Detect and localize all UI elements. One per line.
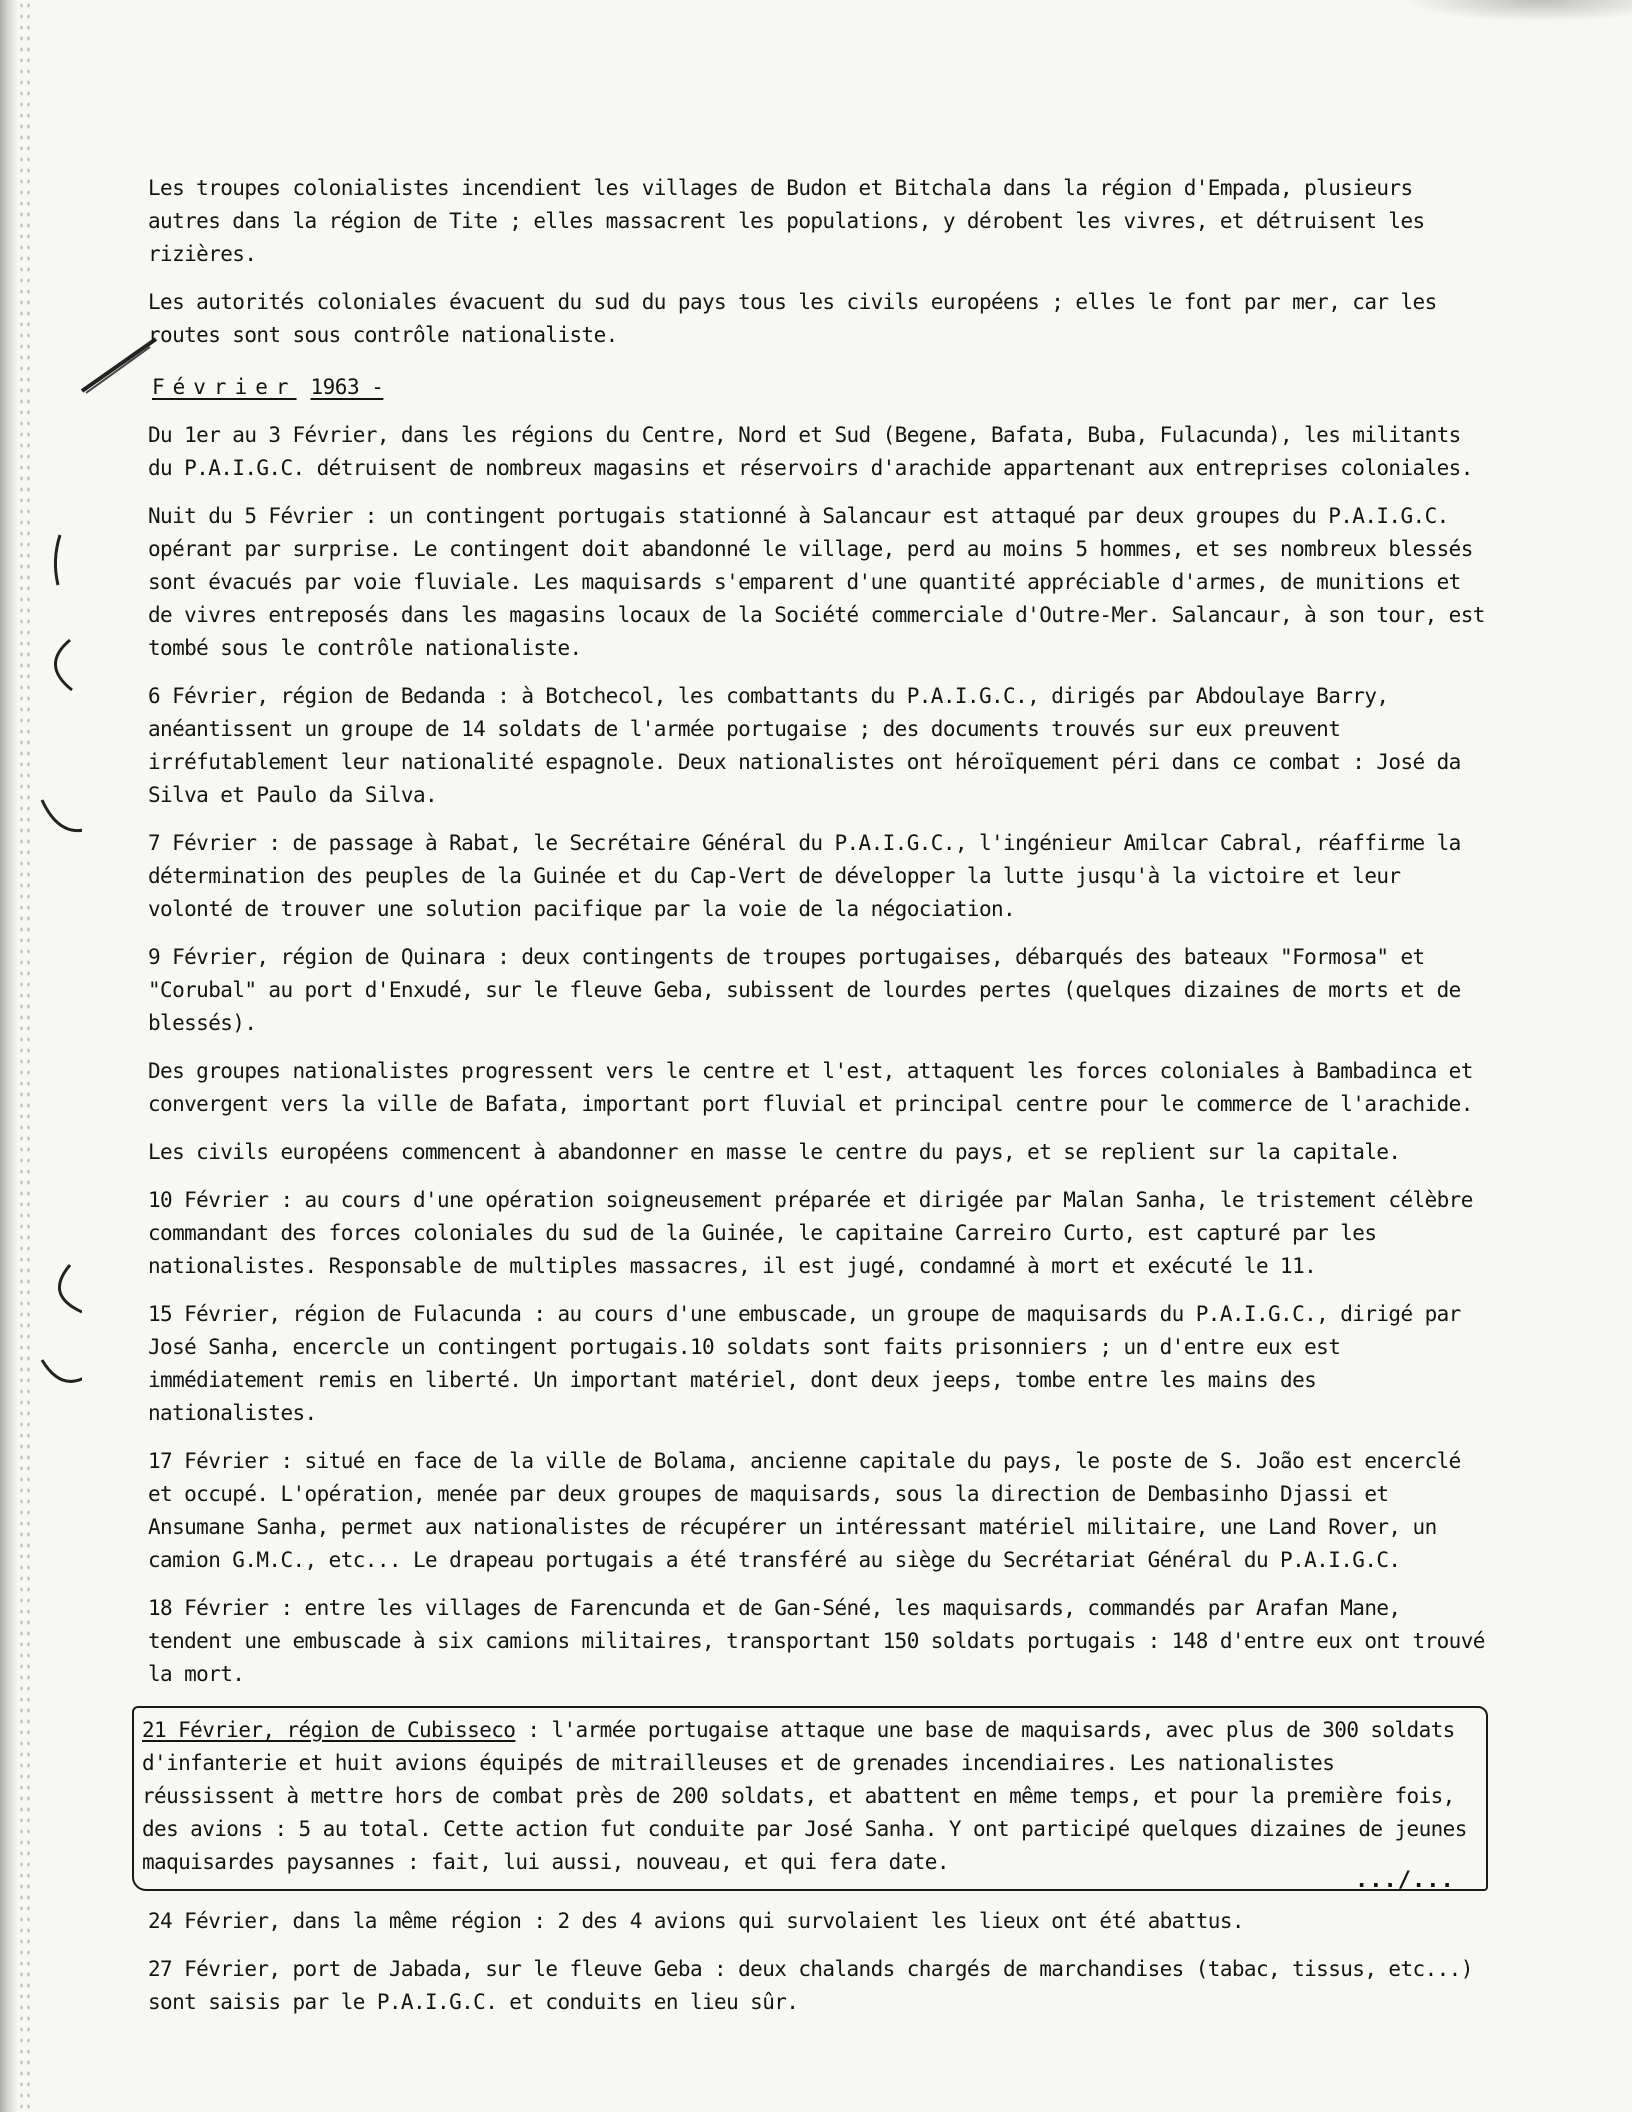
boxed-entry-lead: 21 Février, région de Cubisseco [142,1718,516,1742]
chronology-entry: 17 Février : situé en face de la ville de Bolama, ancienne capitale du pays, le poste de S. João est encerclé et occupé. L'opération, menée par deux groupes de maquisards, sous la direction de Dembasinho Djassi et Ansumane Sanha, permet aux nationalistes de récupérer un intéressant matériel militaire, une Land Rover, un camion G.M.C., etc... Le drapeau portugais a été transféré au siège du Secrétariat Général du P.A.I.G.C. [148,1449,1461,1572]
chronology-entry: Nuit du 5 Février : un contingent portugais stationné à Salancaur est attaqué par deux groupes du P.A.I.G.C. opérant par surprise. Le contingent doit abandonné le village, perd au moins 5 hommes, et ses nombreux blessés sont évacués par voie fluviale. Les maquisards s'emparent d'une quantité appréciable d'armes, de munitions et de vivres entreposés dans les magasins locaux de la Société commerciale d'Outre-Mer. Salancaur, à son tour, est tombé sous le contrôle nationaliste. [148,504,1485,660]
chronology-entry: 10 Février : au cours d'une opération soigneusement préparée et dirigée par Malan Sanha, le tristement célèbre commandant des forces coloniales du sud de la Guinée, le capitaine Carreiro Curto, est capturé par les nationalistes. Responsable de multiples massacres, il est jugé, condamné à mort et exécuté le 11. [148,1188,1473,1278]
chronology-entry: Des groupes nationalistes progressent vers le centre et l'est, attaquent les forces coloniales à Bambadinca et convergent vers la ville de Bafata, important port fluvial et principal centre pour le commerce de l'arachide. [148,1059,1473,1116]
binder-hole-marks [22,0,82,2112]
document-body [142,172,1488,2034]
section-year: 1963 - [310,375,384,399]
chronology-entry: 15 Février, région de Fulacunda : au cours d'une embuscade, un groupe de maquisards du P.A.I.G.C., dirigé par José Sanha, encercle un contingent portugais.10 soldats sont faits prisonniers ; un d'entre eux est immédiatement remis en liberté. Un important matériel, dont deux jeeps, tombe entre les mains des nationalistes. [148,1302,1461,1425]
chronology-entry: 24 Février, dans la même région : 2 des 4 avions qui survolaient les lieux ont été abattus. [148,1909,1244,1933]
intro-paragraph: Les autorités coloniales évacuent du sud du pays tous les civils européens ; elles le font par mer, car les routes sont sous contrôle nationaliste. [148,290,1437,347]
chronology-entry: Du 1er au 3 Février, dans les régions du Centre, Nord et Sud (Begene, Bafata, Buba, Fulacunda), les militants du P.A.I.G.C. détruisent de nombreux magasins et réservoirs d'arachide appartenant aux entreprises coloniales. [148,423,1473,480]
chronology-entry: 27 Février, port de Jabada, sur le fleuve Geba : deux chalands chargés de marchandises (tabac, tissus, etc...) sont saisis par le P.A.I.G.C. et conduits en lieu sûr. [148,1957,1473,2014]
chronology-entry: 7 Février : de passage à Rabat, le Secrétaire Général du P.A.I.G.C., l'ingénieur Amilcar Cabral, réaffirme la détermination des peuples de la Guinée et du Cap-Vert de développer la lutte jusqu'à la victoire et leur volonté de trouver une solution pacifique par la voie de la négociation. [148,831,1461,921]
scan-left-edge [0,0,18,2112]
section-month: Février [152,375,297,399]
scan-top-smudge [1402,0,1632,22]
section-heading-text [152,371,383,404]
boxed-entry [132,1706,1488,1891]
chronology-entry: 18 Février : entre les villages de Farencunda et de Gan-Séné, les maquisards, commandés par Arafan Mane, tendent une embuscade à six camions militaires, transportant 150 soldats portugais : 148 d'entre eux ont trouvé la mort. [148,1596,1485,1686]
chronology-entry: 6 Février, région de Bedanda : à Botchecol, les combattants du P.A.I.G.C., dirigés par Abdoulaye Barry, anéantissent un groupe de 14 soldats de l'armée portugaise ; des documents trouvés sur eux preuvent irréfutablement leur nationalité espagnole. Deux nationalistes ont héroïquement péri dans ce combat : José da Silva et Paulo da Silva. [148,684,1461,807]
boxed-entry-text: : l'armée portugaise attaque une base de maquisards, avec plus de 300 soldats d'infanterie et huit avions équipés de mitrailleuses et de grenades incendiaires. Les nationalistes réussissent à mettre hors de combat près de 200 soldats, et abattent en même temps, et pour la première fois, des avions : 5 au total. Cette action fut conduite par José Sanha. Y ont participé quelques dizaines de jeunes maquisardes paysannes : fait, lui aussi, nouveau, et qui fera date. [142,1718,1467,1874]
continuation-marker: .../... [1355,1868,1455,1893]
chronology-entry: Les civils européens commencent à abandonner en masse le centre du pays, et se replient sur la capitale. [148,1140,1401,1164]
section-heading [152,367,1488,407]
chronology-entry: 9 Février, région de Quinara : deux contingents de troupes portugaises, débarqués des bateaux "Formosa" et "Corubal" au port d'Enxudé, sur le fleuve Geba, subissent de lourdes pertes (quelques dizaines de morts et de blessés). [148,945,1461,1035]
intro-paragraph: Les troupes colonialistes incendient les villages de Budon et Bitchala dans la région d'Empada, plusieurs autres dans la région de Tite ; elles massacrent les populations, y dérobent les vivres, et détruisent les rizières. [148,176,1425,266]
